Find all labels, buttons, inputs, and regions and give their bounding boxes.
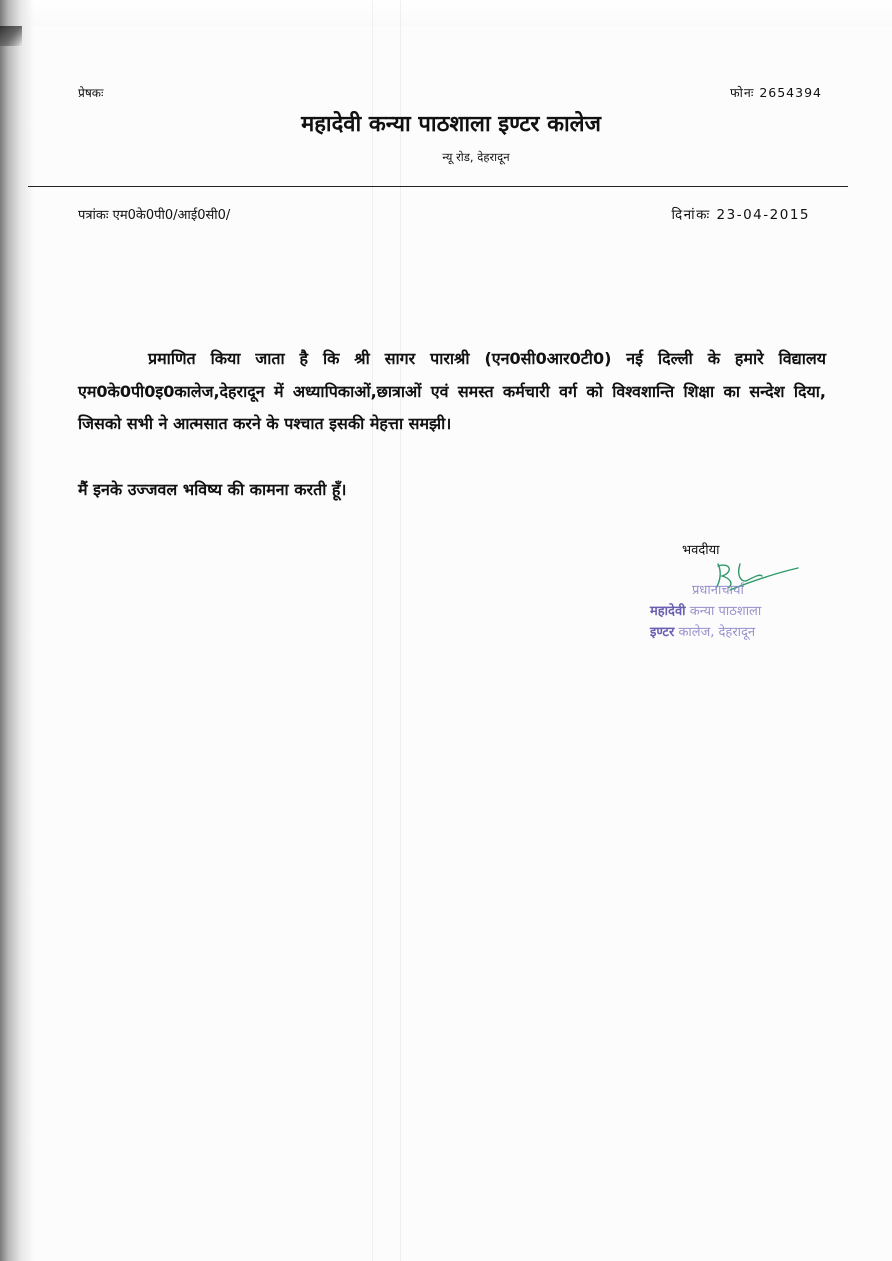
scan-corner xyxy=(0,26,22,46)
phone-number: फोनः 2654394 xyxy=(730,85,822,100)
salutation: भवदीया xyxy=(682,543,720,558)
stamp-text: महादेवी xyxy=(650,604,686,619)
stamp-line-2 xyxy=(650,601,820,622)
sender-label: प्रेषकः xyxy=(78,86,104,100)
stamp-text: इण्टर xyxy=(650,625,675,640)
paper-fold-line xyxy=(400,0,401,1261)
principal-stamp xyxy=(650,580,820,643)
stamp-line-3 xyxy=(650,622,820,643)
stamp-text: कालेज, देहरादून xyxy=(678,625,756,640)
certificate-paragraph: प्रमाणित किया जाता है कि श्री सागर पाराश्री (एन0सी0आर0टी0) नई दिल्ली के हमारे विद्यालय एम0के0पी0इ0कालेज,देहरादून में अध्यापिकाओं,छात्राओं एवं समस्त कर्मचारी वर्ग को विश्वशान्ति शिक्षा का सन्देश दिया, जिसको सभी ने आत्मसात करने के पश्चात इसकी मेहत्ता समझी। xyxy=(78,349,826,433)
letterhead-divider xyxy=(28,186,848,187)
letterhead-address: न्यू रोड, देहरादून xyxy=(442,150,510,164)
paper-fold-line xyxy=(372,0,373,1261)
stamp-text: कन्या पाठशाला xyxy=(689,604,762,619)
stamp-designation: प्रधानाचार्या xyxy=(692,583,744,598)
letterhead-title: महादेवी कन्या पाठशाला इण्टर कालेज xyxy=(301,112,601,137)
reference-number: पत्रांकः एम0के0पी0/आई0सी0/ xyxy=(78,208,231,223)
closing-wish: मैं इनके उज्जवल भविष्य की कामना करती हूँ। xyxy=(78,480,347,499)
scan-edge-shadow xyxy=(0,0,34,1261)
paper-top-edge xyxy=(0,0,892,26)
letter-date: दिनांकः 23-04-2015 xyxy=(671,207,810,223)
letter-body xyxy=(78,343,826,441)
